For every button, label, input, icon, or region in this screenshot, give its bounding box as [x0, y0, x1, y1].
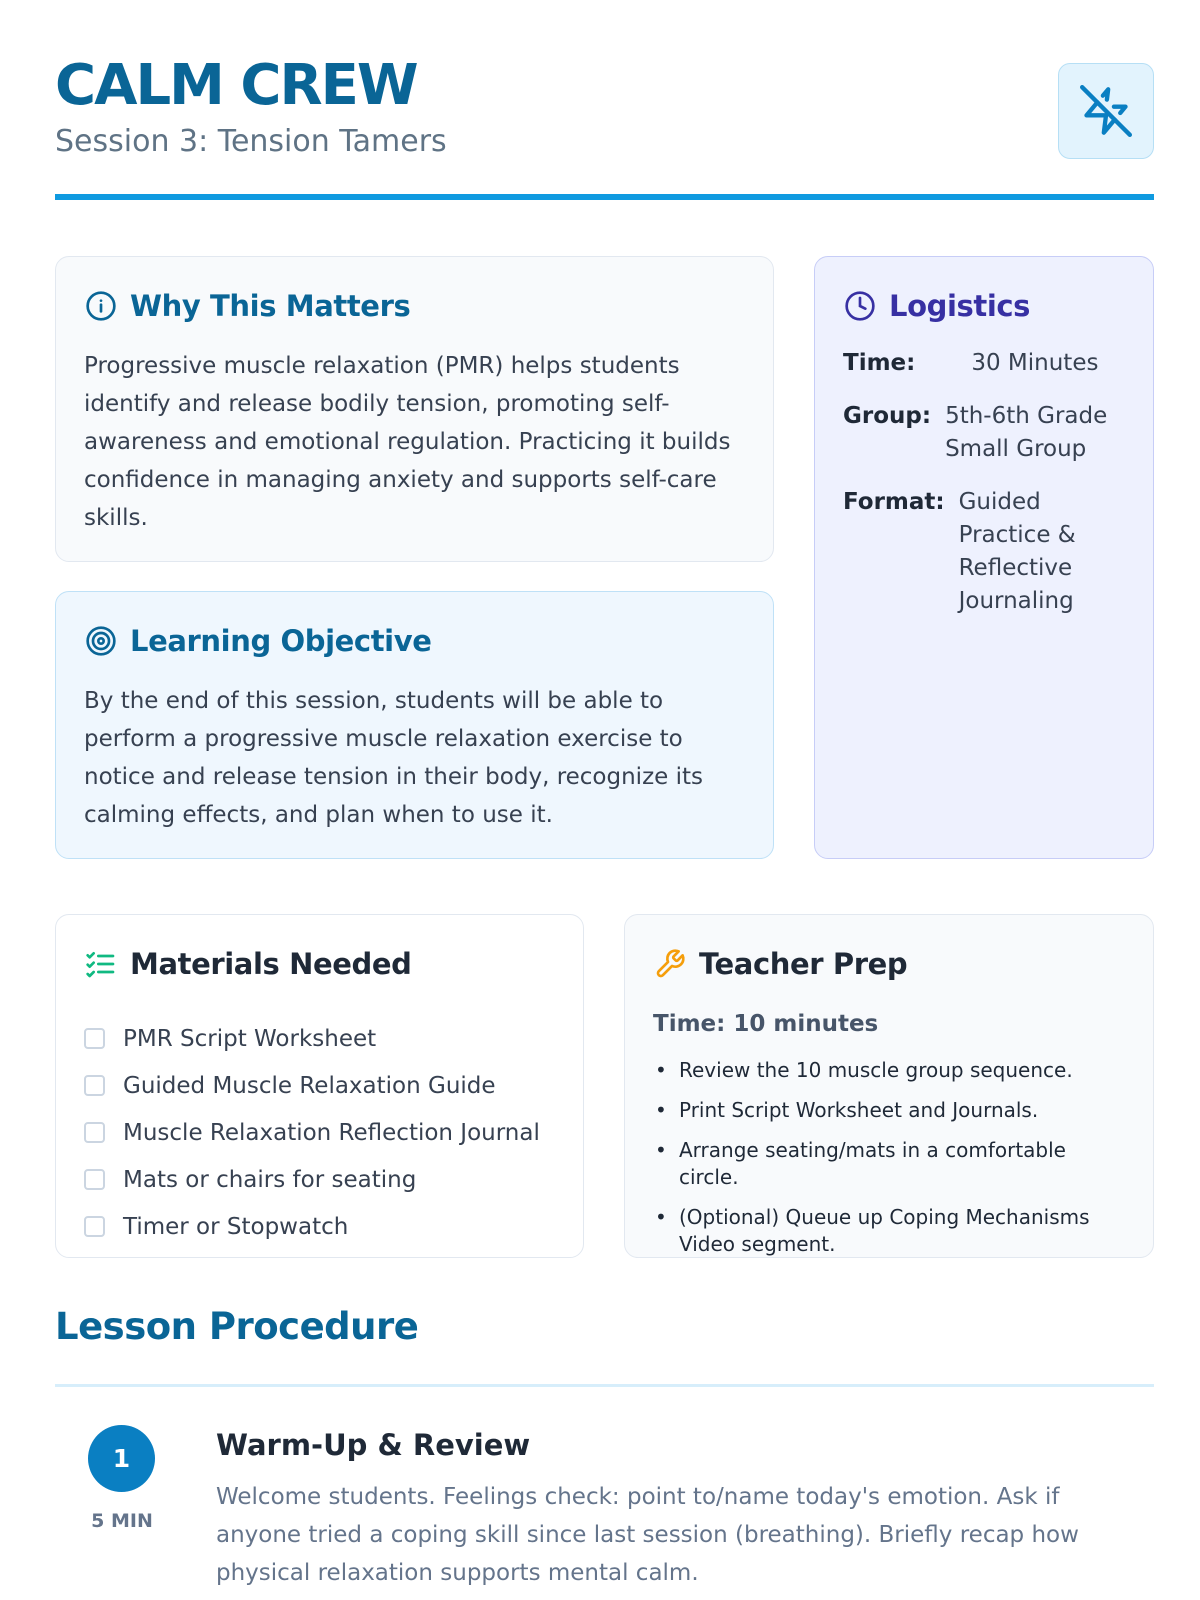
procedure-divider — [55, 1384, 1154, 1387]
step-number-badge: 1 — [88, 1425, 155, 1492]
logistics-value: 30 Minutes — [971, 350, 1099, 376]
logo-badge — [1058, 63, 1154, 159]
objective-title: Learning Objective — [130, 624, 432, 658]
prep-item: • Arrange seating/mats in a comfortable circle. — [653, 1137, 1123, 1191]
header-divider — [55, 194, 1154, 200]
logistics-title: Logistics — [889, 289, 1031, 323]
logistics-value: 5th-6th Grade Small Group — [945, 403, 1108, 462]
material-label: Mats or chairs for seating — [123, 1166, 417, 1193]
materials-list — [84, 1015, 540, 1250]
logistics-details — [843, 347, 1135, 638]
material-item[interactable] — [84, 1156, 540, 1203]
logistics-heading — [843, 289, 1030, 323]
objective-heading — [84, 624, 432, 658]
material-checkbox[interactable] — [84, 1028, 105, 1049]
prep-time: Time: 10 minutes — [653, 1011, 879, 1037]
zap-off-icon — [1080, 85, 1132, 137]
material-checkbox[interactable] — [84, 1122, 105, 1143]
step-title: Warm-Up & Review — [216, 1428, 531, 1462]
material-item[interactable] — [84, 1062, 540, 1109]
prep-heading — [653, 947, 907, 981]
material-label: Muscle Relaxation Reflection Journal — [123, 1119, 540, 1146]
prep-list — [653, 1057, 1123, 1271]
logistics-row-time — [843, 347, 1135, 380]
materials-heading — [84, 947, 411, 981]
logistics-row-format — [843, 486, 1135, 618]
why-title: Why This Matters — [130, 289, 411, 323]
clock-icon — [843, 289, 877, 323]
session-subtitle: Session 3: Tension Tamers — [55, 124, 447, 159]
material-checkbox[interactable] — [84, 1216, 105, 1237]
material-checkbox[interactable] — [84, 1169, 105, 1190]
why-body: Progressive muscle relaxation (PMR) helps students identify and release bodily tension, promoting self-awareness and emotional regulation. Practicing it builds confidence in managing anxiety and supports self-care skills. — [84, 353, 731, 531]
logistics-row-group — [843, 400, 1135, 466]
material-label: PMR Script Worksheet — [123, 1025, 377, 1052]
page-header — [55, 53, 1154, 203]
why-card — [55, 256, 774, 562]
prep-item: • Print Script Worksheet and Journals. — [653, 1097, 1123, 1124]
logistics-label: Group: — [843, 403, 932, 429]
step-description: Welcome students. Feelings check: point to/name today's emotion. Ask if anyone tried a coping skill since last session (breathing). Briefly recap how physical relaxation supports mental calm. — [216, 1484, 1079, 1586]
prep-card — [624, 914, 1154, 1258]
logistics-label: Format: — [843, 489, 945, 515]
target-icon — [84, 624, 118, 658]
materials-title: Materials Needed — [130, 947, 412, 981]
material-label: Guided Muscle Relaxation Guide — [123, 1072, 496, 1099]
logistics-value: Guided Practice & Reflective Journaling — [958, 489, 1076, 614]
material-label: Timer or Stopwatch — [123, 1213, 349, 1240]
materials-card — [55, 914, 584, 1258]
step-duration: 5 MIN — [91, 1510, 153, 1532]
material-item[interactable] — [84, 1203, 540, 1250]
material-item[interactable] — [84, 1015, 540, 1062]
logistics-card — [814, 256, 1154, 859]
objective-body: By the end of this session, students will be able to perform a progressive muscle relaxation exercise to notice and release tension in their body, recognize its calming effects, and plan when to use it. — [84, 688, 704, 828]
logistics-label: Time: — [843, 350, 916, 376]
material-item[interactable] — [84, 1109, 540, 1156]
checklist-icon — [84, 947, 118, 981]
page-title: CALM CREW — [55, 53, 417, 118]
wrench-icon — [653, 947, 687, 981]
why-heading — [84, 289, 410, 323]
procedure-heading: Lesson Procedure — [55, 1305, 419, 1348]
objective-card — [55, 591, 774, 859]
prep-item: • Review the 10 muscle group sequence. — [653, 1057, 1123, 1084]
material-checkbox[interactable] — [84, 1075, 105, 1096]
info-icon — [84, 289, 118, 323]
prep-item: • (Optional) Queue up Coping Mechanisms Video segment. — [653, 1204, 1123, 1258]
prep-title: Teacher Prep — [699, 947, 908, 981]
